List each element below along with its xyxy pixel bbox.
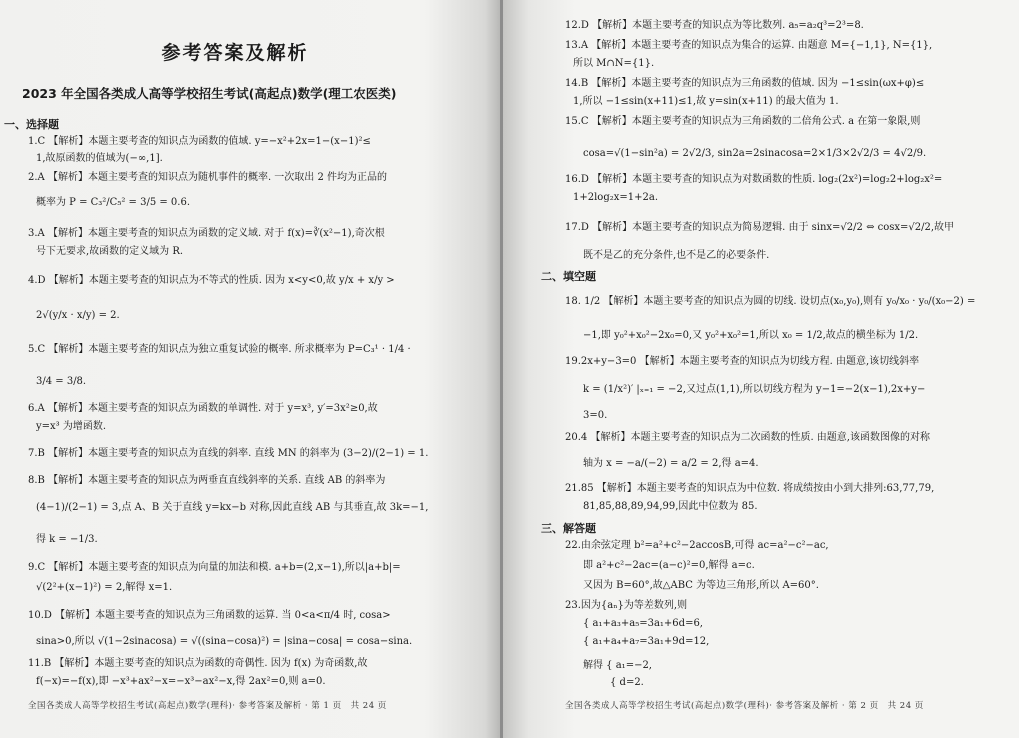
answer-line: 81,85,88,89,94,99,因此中位数为 85.	[583, 501, 758, 512]
answer-line: 14.B 【解析】本题主要考查的知识点为三角函数的值域. 因为 −1≤sin(ωx+φ)≤	[565, 78, 925, 89]
answer-line: 6.A 【解析】本题主要考查的知识点为函数的单调性. 对于 y=x³, y′=3x²≥0,故	[28, 403, 378, 414]
answer-line: { a₁+a₄+a₇=3a₁+9d=12,	[583, 636, 710, 647]
answer-line: 13.A 【解析】本题主要考查的知识点为集合的运算. 由题意 M={−1,1}, N={1},	[565, 40, 933, 51]
answer-line: 1.C 【解析】本题主要考查的知识点为函数的值域. y=−x²+2x=1−(x−1)²≤	[28, 136, 371, 147]
answer-line: 10.D 【解析】本题主要考查的知识点为三角函数的运算. 当 0<a<π/4 时, cosa>	[28, 610, 391, 621]
answer-line: 12.D 【解析】本题主要考查的知识点为等比数列. a₅=a₂q³=2³=8.	[565, 20, 864, 31]
answer-line: 得 k = −1/3.	[36, 534, 98, 545]
answer-line: 既不是乙的充分条件,也不是乙的必要条件.	[583, 250, 770, 261]
answer-line: 8.B 【解析】本题主要考查的知识点为两垂直直线斜率的关系. 直线 AB 的斜率为	[28, 475, 386, 486]
answer-line: 轴为 x = −a/(−2) = a/2 = 2,得 a=4.	[583, 458, 759, 469]
answer-line: 19.2x+y−3=0 【解析】本题主要考查的知识点为切线方程. 由题意,该切线斜率	[565, 356, 920, 367]
section-heading-fill: 二、填空题	[541, 270, 596, 283]
page-footer: 全国各类成人高等学校招生考试(高起点)数学(理科)· 参考答案及解析 · 第 1 页 共 24 页	[28, 701, 387, 711]
answer-line: 23.因为{aₙ}为等差数列,则	[565, 600, 688, 611]
page-footer: 全国各类成人高等学校招生考试(高起点)数学(理科)· 参考答案及解析 · 第 2 页 共 24 页	[565, 701, 924, 711]
answer-line: 1+2log₂x=1+2a.	[573, 192, 658, 203]
answer-line: cosa=√(1−sin²a) = 2√2/3, sin2a=2sinacosa=2×1/3×2√2/3 = 4√2/9.	[583, 148, 927, 159]
answer-line: 3.A 【解析】本题主要考查的知识点为函数的定义域. 对于 f(x)=∛(x²−1),奇次根	[28, 228, 385, 239]
answer-line: y=x³ 为增函数.	[36, 421, 107, 432]
answer-line: 21.85 【解析】本题主要考查的知识点为中位数. 将成绩按由小到大排列:63,77,79,	[565, 483, 935, 494]
answer-line: (4−1)/(2−1) = 3,点 A、B 关于直线 y=kx−b 对称,因此直线 AB 与其垂直,故 3k=−1,	[36, 502, 429, 513]
answer-line: { d=2.	[610, 677, 644, 688]
answer-line: 又因为 B=60°,故△ABC 为等边三角形,所以 A=60°.	[583, 580, 819, 591]
answer-line: 即 a²+c²−2ac=(a−c)²=0,解得 a=c.	[583, 560, 755, 571]
answer-line: 1,故原函数的值域为(−∞,1].	[36, 153, 163, 164]
answer-line: 22.由余弦定理 b²=a²+c²−2accosB,可得 ac=a²−c²−ac,	[565, 540, 829, 551]
page-title: 参考答案及解析	[161, 42, 309, 64]
answer-line: sina>0,所以 √(1−2sinacosa) = √((sina−cosa)²) = |sina−cosa| = cosa−sina.	[36, 636, 413, 647]
answer-line: 3=0.	[583, 410, 608, 421]
answer-line: 所以 M∩N={1}.	[573, 58, 655, 69]
answer-line: { a₁+a₃+a₅=3a₁+6d=6,	[583, 618, 703, 629]
answer-line: 17.D 【解析】本题主要考查的知识点为简易逻辑. 由于 sinx=√2/2 ⇔ cosx=√2/2,故甲	[565, 222, 955, 233]
page-2	[503, 0, 1019, 738]
answer-line: 3/4 = 3/8.	[36, 376, 87, 387]
answer-line: 5.C 【解析】本题主要考查的知识点为独立重复试验的概率. 所求概率为 P=C₃¹ · 1/4 ·	[28, 344, 411, 355]
answer-line: 18. 1/2 【解析】本题主要考查的知识点为圆的切线. 设切点(x₀,y₀),则有 y₀/x₀ · y₀/(x₀−2) =	[565, 296, 976, 307]
answer-line: 11.B 【解析】本题主要考查的知识点为函数的奇偶性. 因为 f(x) 为奇函数,故	[28, 658, 368, 669]
answer-line: 16.D 【解析】本题主要考查的知识点为对数函数的性质. log₂(2x²)=log₂2+log₂x²=	[565, 174, 943, 185]
answer-line: 20.4 【解析】本题主要考查的知识点为二次函数的性质. 由题意,该函数图像的对称	[565, 432, 930, 443]
answer-line: 概率为 P = C₃²/C₅² = 3/5 = 0.6.	[36, 197, 190, 208]
section-heading-solve: 三、解答题	[541, 522, 596, 535]
answer-line: 7.B 【解析】本题主要考查的知识点为直线的斜率. 直线 MN 的斜率为 (3−2)/(2−1) = 1.	[28, 448, 429, 459]
answer-line: f(−x)=−f(x),即 −x³+ax²−x=−x³−ax²−x,得 2ax²=0,则 a=0.	[36, 676, 326, 687]
exam-subtitle: 2023 年全国各类成人高等学校招生考试(高起点)数学(理工农医类)	[22, 86, 397, 101]
section-heading-choice: 一、选择题	[4, 118, 59, 131]
page-1	[0, 0, 500, 738]
answer-line: 9.C 【解析】本题主要考查的知识点为向量的加法和模. a+b=(2,x−1),所以|a+b|=	[28, 562, 401, 573]
answer-line: 15.C 【解析】本题主要考查的知识点为三角函数的二倍角公式. a 在第一象限,则	[565, 116, 921, 127]
answer-line: 2.A 【解析】本题主要考查的知识点为随机事件的概率. 一次取出 2 件均为正品的	[28, 172, 388, 183]
answer-line: −1,即 y₀²+x₀²−2x₀=0,又 y₀²+x₀²=1,所以 x₀ = 1/2,故点的横坐标为 1/2.	[583, 330, 919, 341]
answer-line: 解得 { a₁=−2,	[583, 660, 652, 671]
answer-line: 1,所以 −1≤sin(x+11)≤1,故 y=sin(x+11) 的最大值为 1.	[573, 96, 839, 107]
answer-line: √(2²+(x−1)²) = 2,解得 x=1.	[36, 582, 173, 593]
answer-line: k = (1/x²)′ |ₓ₌₁ = −2,又过点(1,1),所以切线方程为 y−1=−2(x−1),2x+y−	[583, 384, 926, 395]
answer-line: 2√(y/x · x/y) = 2.	[36, 310, 120, 321]
answer-line: 号下无要求,故函数的定义域为 R.	[36, 246, 184, 257]
answer-line: 4.D 【解析】本题主要考查的知识点为不等式的性质. 因为 x<y<0,故 y/x + x/y >	[28, 275, 395, 286]
